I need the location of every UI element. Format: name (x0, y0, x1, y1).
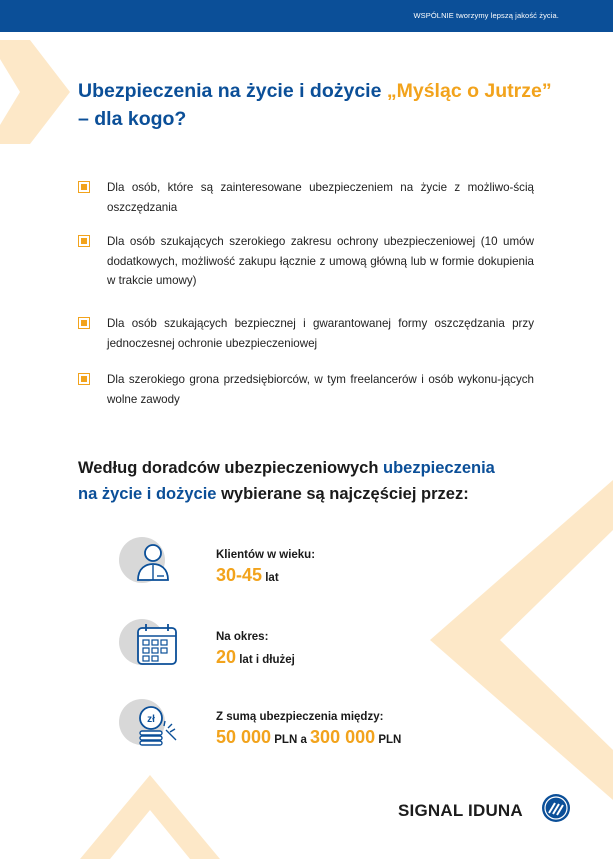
stat-label: Na okres: (216, 631, 269, 643)
svg-text:zł: zł (147, 714, 155, 725)
stat-value (216, 725, 401, 752)
list-item-text: Dla osób szukających szerokiego zakresu ochrony ubezpieczeniowej (10 umów dodatkowych, możliwość zakupu łącznie z umową główną lub w formie dokupienia w trakcie umowy) (107, 235, 534, 288)
logo-text: SIGNAL IDUNA (398, 801, 523, 820)
stat-value (216, 563, 315, 590)
header-tagline: WSPÓLNIE tworzymy lepszą jakość życia. (413, 11, 559, 20)
list-item-text: Dla osób, które są zainteresowane ubezpieczeniem na życie z możliwo-ścią oszczędzania (107, 181, 534, 214)
list-item-text: Dla osób szukających bezpiecznej i gwarantowanej formy oszczędzania przy jednoczesnej ochronie ubezpieczeniowej (107, 317, 534, 350)
stat-text (216, 630, 295, 672)
stat-sum-insured (118, 698, 458, 758)
stat-unit: lat i dłużej (236, 654, 295, 666)
stat-number: 30-45 (216, 565, 263, 585)
section-heading-part2: wybierane są najczęściej przez: (216, 485, 469, 503)
title-product-name: „Myśląc o Jutrze” (386, 80, 552, 102)
stat-number-min: 50 000 (216, 727, 272, 747)
list-item (78, 314, 534, 370)
stat-text (216, 710, 401, 752)
coins-icon (118, 698, 178, 758)
stat-number: 20 (216, 647, 237, 667)
stat-unit: PLN a (271, 734, 311, 746)
square-bullet-icon (78, 181, 90, 193)
title-main: Ubezpieczenia na życie i dożycie (78, 80, 387, 102)
list-item (78, 232, 534, 314)
page-title (78, 77, 568, 133)
stat-period (118, 618, 458, 678)
header-bar (0, 0, 613, 32)
person-icon (118, 536, 178, 596)
square-bullet-icon (78, 317, 90, 329)
section-heading-highlight: ubezpieczenia na życie i dożycie (78, 459, 495, 503)
stat-label: Z sumą ubezpieczenia między: (216, 711, 384, 723)
stat-client-age (118, 536, 458, 596)
stat-label: Klientów w wieku: (216, 549, 316, 561)
square-bullet-icon (78, 235, 90, 247)
list-item-text: Dla szerokiego grona przedsiębiorców, w tym freelancerów i osób wykonu-jących wolne zawody (107, 373, 534, 406)
title-question: – dla kogo? (78, 108, 187, 130)
logo-mark-icon (541, 793, 571, 823)
stat-unit: lat (262, 572, 279, 584)
stat-number-max: 300 000 (310, 727, 376, 747)
stat-text (216, 548, 315, 590)
signal-iduna-logo (398, 793, 573, 825)
bottom-chevron-shape (80, 775, 220, 859)
target-group-list (78, 178, 534, 410)
list-item (78, 178, 534, 232)
stat-value (216, 645, 295, 672)
list-item (78, 370, 534, 410)
section-heading (78, 455, 498, 507)
stat-unit: PLN (375, 734, 402, 746)
square-bullet-icon (78, 373, 90, 385)
calendar-icon (118, 618, 178, 678)
left-chevron-shape (0, 40, 70, 144)
section-heading-part1: Według doradców ubezpieczeniowych (78, 459, 383, 477)
